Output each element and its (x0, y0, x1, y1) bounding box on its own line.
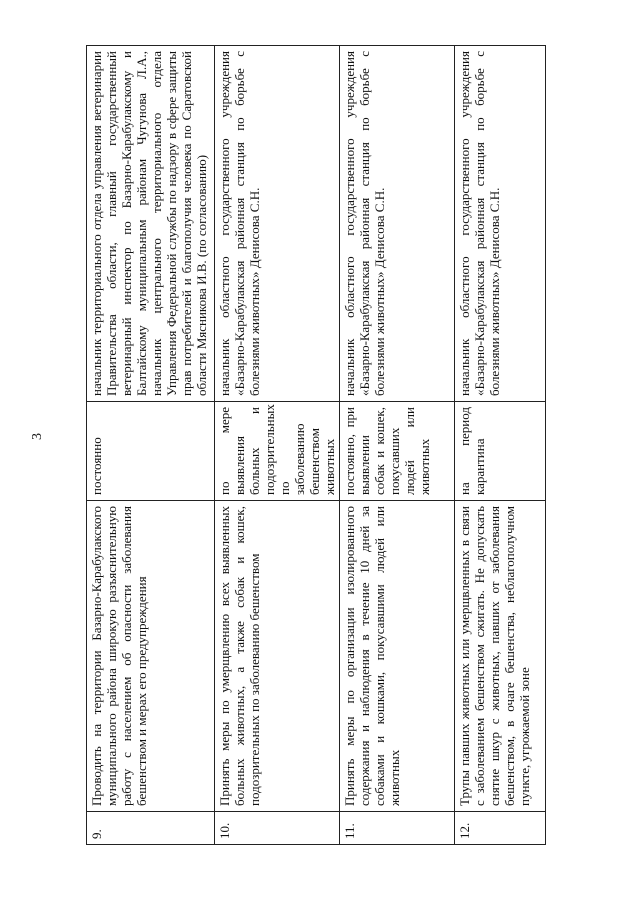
term-text: постоянно (87, 402, 215, 501)
responsible-text: начальник территориального отдела управления ветеринарии Правительства области, главный государственный ветеринарный инспектор по Базарно-Карабулакскому и Балтайскому муниципальным районам Чугунова Л.А., начальник центрального территориального отдела Управления Федеральной службы по надзору в сфере защиты прав потребителей и благополучия человека по Саратовской области Мясникова И.В. (по согласованию) (87, 46, 215, 402)
row-number: 9. (87, 812, 215, 845)
measure-text: Принять меры по организации изолированного содержания и наблюдения в течение 10 дней за собаками и кошками, покусавшими людей или животных (340, 501, 455, 812)
row-number: 12. (455, 812, 546, 845)
table-row (455, 46, 546, 845)
measure-text: Принять меры по умерщвлению всех выявленных больных животных, а также собак и кошек, подозрительных по заболеванию бешенством (215, 501, 340, 812)
responsible-text: начальник областного государственного учреждения «Базарно-Карабулакская районная станция по борьбе с болезнями животных» Денисова С.Н. (455, 46, 546, 402)
measure-text: Проводить на территории Базарно-Карабулакского муниципального района широкую разъяснительную работу с населением об опасности заболевания бешенством и мерах его предупреждения (87, 501, 215, 812)
term-text: на период карантина (455, 402, 546, 501)
rotated-table-container (86, 45, 546, 845)
table-row (340, 46, 455, 845)
row-number: 10. (215, 812, 340, 845)
term-text: по мере выявления больных и подозрительных по заболеванию бешенством животных (215, 402, 340, 501)
measures-table (86, 45, 546, 845)
row-number: 11. (340, 812, 455, 845)
term-text: постоянно, при выявлении собак и кошек, покусавших людей или животных (340, 402, 455, 501)
table-row (215, 46, 340, 845)
page-number: 3 (30, 433, 45, 440)
measure-text: Трупы павших животных или умерщвленных в связи с заболеванием бешенством сжигать. Не допускать снятие шкур с животных, павших от заболевания бешенством, в очаге бешенства, неблагополучном пункте, угрожаемой зоне (455, 501, 546, 812)
table-row (87, 46, 215, 845)
responsible-text: начальник областного государственного учреждения «Базарно-Карабулакская районная станция по борьбе с болезнями животных» Денисова С.Н. (340, 46, 455, 402)
responsible-text: начальник областного государственного учреждения «Базарно-Карабулакская районная станция по борьбе с болезнями животных» Денисова С.Н. (215, 46, 340, 402)
